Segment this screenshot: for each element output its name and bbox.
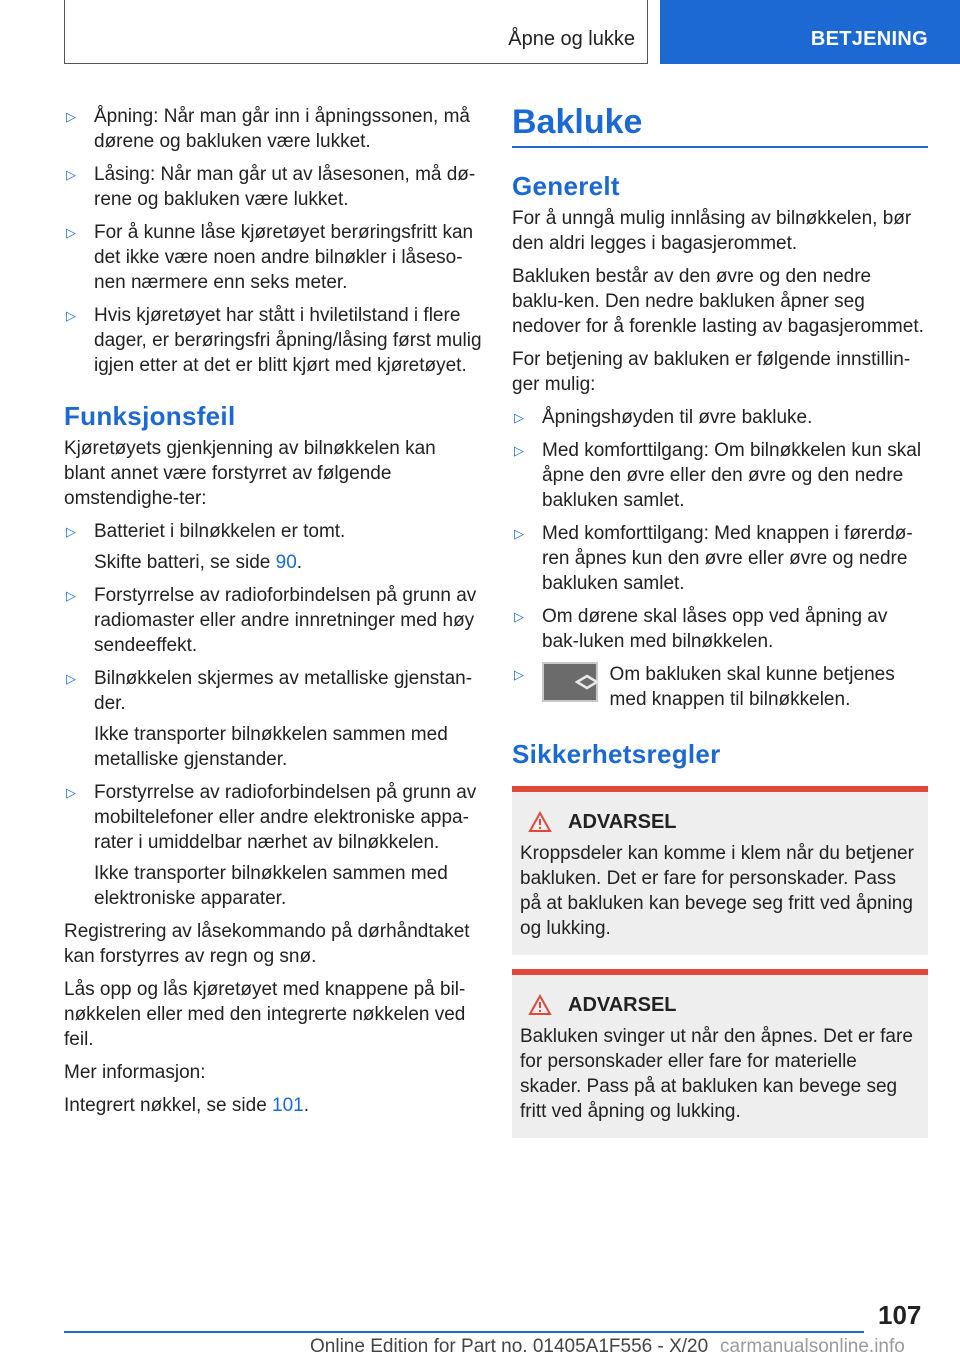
footer-rule xyxy=(64,1331,864,1333)
page-number: 107 xyxy=(878,1300,922,1330)
paragraph: Kjøretøyets gjenkjenning av bilnøkkelen kan blant annet være forstyrret av følgende omstendighe-ter: xyxy=(64,438,436,509)
list-item: ▷ Med komforttilgang: Med knappen i førerdø-ren åpnes kun den øvre eller øvre og nedre bakluken samlet. xyxy=(514,522,913,594)
title-rule xyxy=(512,146,928,148)
list-item: ▷ Om dørene skal låses opp ved åpning av bak-luken med bilnøkkelen. xyxy=(514,605,888,652)
heading-sikkerhetsregler: Sikkerhetsregler xyxy=(512,738,721,769)
list-item: ▷ Forstyrrelse av radioforbindelsen på grunn av mobiltelefoner eller andre elektroniske appa-rater i umiddelbar nærhet av bilnøkkelen. Ikke transporter bilnøkkelen sammen med elektroniske apparater. xyxy=(64,780,482,911)
list-item: ▷ Åpningshøyden til øvre bakluke. xyxy=(514,406,813,428)
page-link-90[interactable]: 90 xyxy=(275,552,297,573)
bullet-triangle-icon: ▷ xyxy=(66,588,76,603)
list-item: ▷ Batteriet i bilnøkkelen er tomt. Skifte batteri, se side 90. xyxy=(64,519,482,575)
warning-text: Bakluken svinger ut når den åpnes. Det er fare for personskader eller fare for materielle skader. Pass på at bakluken kan bevege seg fritt ved åpning og lukking. xyxy=(520,1025,913,1122)
bullet-triangle-icon: ▷ xyxy=(66,785,76,800)
bullet-triangle-icon: ▷ xyxy=(514,608,524,624)
bullet-triangle-icon: ▷ xyxy=(66,225,76,240)
bullet-triangle-icon: ▷ xyxy=(66,308,76,323)
heading-funksjonsfeil: Funksjonsfeil xyxy=(64,401,236,431)
list-item: ▷ For å kunne låse kjøretøyet berøringsfritt kan det ikke være noen andre bilnøkler i låseso-nen nærmere enn seks meter. xyxy=(66,222,474,293)
paragraph: For å unngå mulig innlåsing av bilnøkkelen, bør den aldri legges i bagasjerommet. xyxy=(512,207,912,254)
bullet-triangle-icon: ▷ xyxy=(66,109,76,124)
list-item: ▷ Forstyrrelse av radioforbindelsen på grunn av radiomaster eller andre innretninger med høy sendeeffekt. xyxy=(66,585,477,656)
list-item: ▷ Med komforttilgang: Om bilnøkkelen kun skal åpne den øvre eller den øvre og den nedre bakluken samlet. xyxy=(514,439,922,511)
warning-box xyxy=(512,969,928,1138)
paragraph: Bakluken består av den øvre og den nedre baklu-ken. Den nedre bakluken åpner seg nedover for å forenkle lasting av bagasjerommet. xyxy=(512,265,924,337)
paragraph: For betjening av bakluken er følgende innstillin-ger mulig: xyxy=(512,348,911,395)
warning-triangle-icon xyxy=(528,994,552,1016)
warning-box xyxy=(512,786,928,955)
paragraph: Registrering av låsekommando på dørhåndtaket kan forstyrres av regn og snø. xyxy=(64,921,470,967)
chapter-title: BETJENING xyxy=(810,28,928,50)
paragraph: Mer informasjon: xyxy=(64,1062,206,1083)
key-button-icon xyxy=(542,662,598,702)
paragraph: Integrert nøkkel, se side 101. xyxy=(64,1095,310,1116)
bullet-triangle-icon: ▷ xyxy=(514,409,524,425)
list-item: ▷ Om bakluken skal kunne betjenes med knappen til bilnøkkelen. xyxy=(514,663,895,710)
bullet-triangle-icon: ▷ xyxy=(66,524,76,539)
bullet-triangle-icon: ▷ xyxy=(66,671,76,686)
header-chapter-box xyxy=(660,0,960,64)
list-subtext: Ikke transporter bilnøkkelen sammen med metalliske gjenstander. xyxy=(94,724,448,770)
list-item: ▷ Hvis kjøretøyet har stått i hviletilstand i flere dager, er berøringsfri åpning/låsing først mulig igjen etter at det er blitt kjørt med kjøretøyet. xyxy=(66,305,482,376)
heading-generelt: Generelt xyxy=(512,170,620,201)
page-title: Bakluke xyxy=(512,103,643,141)
section-title: Åpne og lukke xyxy=(508,28,635,50)
warning-triangle-icon xyxy=(528,811,552,833)
bullet-triangle-icon: ▷ xyxy=(66,167,76,182)
bullet-triangle-icon: ▷ xyxy=(514,666,524,682)
warning-title: ADVARSEL xyxy=(520,993,922,1018)
right-column xyxy=(512,102,928,1138)
list-subtext: Ikke transporter bilnøkkelen sammen med elektroniske apparater. xyxy=(94,863,448,909)
list-item: ▷ Bilnøkkelen skjermes av metalliske gjenstan-der. Ikke transporter bilnøkkelen sammen med metalliske gjenstander. xyxy=(64,666,482,772)
paragraph: Lås opp og lås kjøretøyet med knappene på bil-nøkkelen eller med den integrerte nøkkelen ved feil. xyxy=(64,979,466,1050)
bullet-triangle-icon: ▷ xyxy=(514,442,524,458)
list-item: ▷ Åpning: Når man går inn i åpningssonen, må dørene og bakluken være lukket. xyxy=(66,106,471,152)
left-column xyxy=(64,104,482,1126)
header-section-box xyxy=(64,0,648,64)
edition-text: Online Edition for Part no. 01405A1F556 - X/20 xyxy=(310,1336,709,1357)
list-subtext: Skifte batteri, se side 90. xyxy=(94,552,303,573)
page-link-101[interactable]: 101 xyxy=(272,1095,304,1116)
warning-text: Kroppsdeler kan komme i klem når du betjener bakluken. Det er fare for personskader. Pass på at bakluken kan bevege seg fritt ved åpning og lukking. xyxy=(520,842,914,939)
watermark: carmanualsonline.info xyxy=(720,1336,905,1357)
warning-title: ADVARSEL xyxy=(520,810,922,835)
bullet-triangle-icon: ▷ xyxy=(514,525,524,541)
list-item: ▷ Låsing: Når man går ut av låsesonen, må dø-rene og bakluken være lukket. xyxy=(66,164,476,210)
